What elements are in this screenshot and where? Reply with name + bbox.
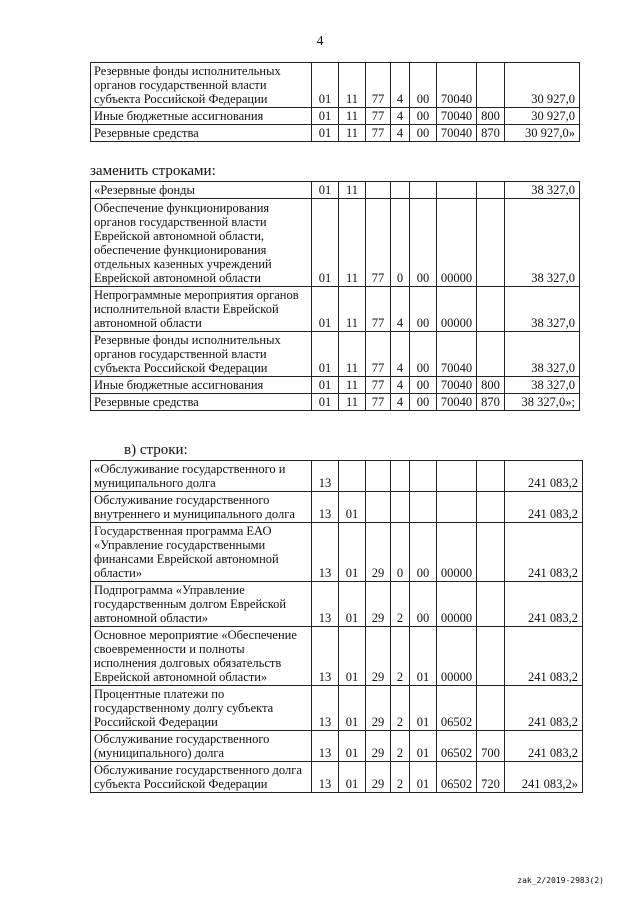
table-row — [91, 582, 583, 627]
program-code: 77 — [366, 125, 391, 142]
program-code — [366, 461, 391, 492]
direction-code: 70040 — [437, 108, 477, 125]
direction-code: 00000 — [437, 523, 477, 582]
section-code: 13 — [312, 731, 339, 762]
amount-value: 38 327,0 — [505, 332, 580, 377]
subsection-code: 11 — [339, 199, 366, 287]
expense-type-code: 800 — [477, 377, 505, 394]
event-code: 00 — [410, 63, 437, 108]
row-name: Процентные платежи по государственному долгу субъекта Российской Федерации — [91, 686, 312, 731]
expense-type-code: 720 — [477, 762, 505, 793]
expense-type-code — [477, 492, 505, 523]
section-code: 13 — [312, 686, 339, 731]
direction-code: 06502 — [437, 731, 477, 762]
table-row — [91, 686, 583, 731]
expense-type-code — [477, 461, 505, 492]
direction-code: 00000 — [437, 582, 477, 627]
amount-value: 30 927,0 — [505, 108, 580, 125]
direction-code: 00000 — [437, 199, 477, 287]
subprogram-code: 2 — [391, 582, 410, 627]
amount-value: 241 083,2 — [505, 731, 583, 762]
amount-value: 241 083,2 — [505, 582, 583, 627]
amount-value: 38 327,0»; — [505, 394, 580, 411]
amount-value: 38 327,0 — [505, 199, 580, 287]
expense-type-code: 870 — [477, 394, 505, 411]
table-row — [91, 523, 583, 582]
subsection-code: 11 — [339, 182, 366, 199]
event-code: 00 — [410, 287, 437, 332]
subsection-code: 01 — [339, 627, 366, 686]
event-code — [410, 461, 437, 492]
subprogram-code: 4 — [391, 63, 410, 108]
subsection-code: 11 — [339, 108, 366, 125]
expense-type-code — [477, 523, 505, 582]
amount-value: 241 083,2 — [505, 461, 583, 492]
section-code: 13 — [312, 492, 339, 523]
section-code: 01 — [312, 125, 339, 142]
event-code: 00 — [410, 377, 437, 394]
subsection-code: 11 — [339, 377, 366, 394]
subprogram-code: 4 — [391, 108, 410, 125]
subprogram-code: 4 — [391, 125, 410, 142]
amount-value: 241 083,2 — [505, 627, 583, 686]
program-code — [366, 182, 391, 199]
section-code: 13 — [312, 461, 339, 492]
direction-code: 70040 — [437, 332, 477, 377]
row-name: Государственная программа ЕАО «Управление государственными финансами Еврейской автономной области» — [91, 523, 312, 582]
table-row — [91, 287, 580, 332]
document-code: zak_2/2019-2983(2) — [517, 876, 604, 885]
event-code: 01 — [410, 762, 437, 793]
subprogram-code: 4 — [391, 332, 410, 377]
table-row — [91, 125, 580, 142]
subsection-code: 11 — [339, 332, 366, 377]
expense-type-code — [477, 287, 505, 332]
subprogram-code: 2 — [391, 762, 410, 793]
program-code: 29 — [366, 582, 391, 627]
direction-code — [437, 461, 477, 492]
direction-code: 06502 — [437, 762, 477, 793]
section-code: 01 — [312, 182, 339, 199]
row-name: Обслуживание государственного (муниципального) долга — [91, 731, 312, 762]
event-code: 00 — [410, 125, 437, 142]
program-code: 77 — [366, 394, 391, 411]
program-code: 77 — [366, 332, 391, 377]
expense-type-code — [477, 627, 505, 686]
event-code: 00 — [410, 199, 437, 287]
direction-code: 70040 — [437, 394, 477, 411]
table-row — [91, 377, 580, 394]
row-name: Резервные фонды исполнительных органов государственной власти субъекта Российской Федерации — [91, 63, 312, 108]
row-name: Иные бюджетные ассигнования — [91, 108, 312, 125]
section-code: 01 — [312, 287, 339, 332]
subprogram-code: 2 — [391, 686, 410, 731]
table-row — [91, 394, 580, 411]
section-code: 13 — [312, 582, 339, 627]
event-code: 00 — [410, 582, 437, 627]
subprogram-code — [391, 461, 410, 492]
row-name: Иные бюджетные ассигнования — [91, 377, 312, 394]
amount-value: 30 927,0» — [505, 125, 580, 142]
expense-type-code: 800 — [477, 108, 505, 125]
page-number: 4 — [316, 34, 324, 49]
direction-code — [437, 492, 477, 523]
program-code: 29 — [366, 627, 391, 686]
table-row — [91, 461, 583, 492]
subprogram-code: 2 — [391, 731, 410, 762]
program-code: 77 — [366, 287, 391, 332]
table-row — [91, 332, 580, 377]
direction-code: 70040 — [437, 377, 477, 394]
event-code — [410, 492, 437, 523]
program-code: 77 — [366, 63, 391, 108]
expense-type-code — [477, 63, 505, 108]
table-row — [91, 182, 580, 199]
subsection-code: 11 — [339, 63, 366, 108]
table-row — [91, 731, 583, 762]
event-code: 01 — [410, 731, 437, 762]
table-row — [91, 199, 580, 287]
amount-value: 30 927,0 — [505, 63, 580, 108]
section-code: 01 — [312, 377, 339, 394]
section-code: 01 — [312, 199, 339, 287]
row-name: Подпрограмма «Управление государственным долгом Еврейской автономной области» — [91, 582, 312, 627]
direction-code: 70040 — [437, 63, 477, 108]
replace-with-rows-heading: заменить строками: — [90, 163, 216, 179]
amount-value: 38 327,0 — [505, 287, 580, 332]
subprogram-code: 0 — [391, 199, 410, 287]
subprogram-code: 4 — [391, 394, 410, 411]
event-code: 00 — [410, 108, 437, 125]
table-row — [91, 492, 583, 523]
program-code: 29 — [366, 523, 391, 582]
program-code — [366, 492, 391, 523]
direction-code — [437, 182, 477, 199]
subsection-code: 11 — [339, 287, 366, 332]
event-code: 01 — [410, 686, 437, 731]
subprogram-code — [391, 492, 410, 523]
expense-type-code: 870 — [477, 125, 505, 142]
direction-code: 00000 — [437, 627, 477, 686]
budget-table-replacement — [90, 181, 580, 411]
event-code: 00 — [410, 523, 437, 582]
subprogram-code: 4 — [391, 377, 410, 394]
row-name: Непрограммные мероприятия органов исполнительной власти Еврейской автономной области — [91, 287, 312, 332]
amount-value: 241 083,2 — [505, 492, 583, 523]
program-code: 29 — [366, 762, 391, 793]
direction-code: 70040 — [437, 125, 477, 142]
row-name: Резервные средства — [91, 394, 312, 411]
subprogram-code: 0 — [391, 523, 410, 582]
amount-value: 241 083,2 — [505, 523, 583, 582]
subsection-code: 01 — [339, 582, 366, 627]
program-code: 77 — [366, 199, 391, 287]
section-v-rows-heading: в) строки: — [124, 442, 188, 458]
program-code: 29 — [366, 731, 391, 762]
expense-type-code — [477, 199, 505, 287]
section-code: 01 — [312, 394, 339, 411]
subsection-code: 01 — [339, 523, 366, 582]
subsection-code — [339, 461, 366, 492]
subprogram-code: 4 — [391, 287, 410, 332]
direction-code: 00000 — [437, 287, 477, 332]
subprogram-code — [391, 182, 410, 199]
subsection-code: 11 — [339, 125, 366, 142]
table-row — [91, 627, 583, 686]
table-row — [91, 762, 583, 793]
expense-type-code — [477, 182, 505, 199]
event-code — [410, 182, 437, 199]
expense-type-code: 700 — [477, 731, 505, 762]
section-code: 13 — [312, 523, 339, 582]
amount-value: 38 327,0 — [505, 182, 580, 199]
expense-type-code — [477, 332, 505, 377]
direction-code: 06502 — [437, 686, 477, 731]
row-name: Обслуживание государственного внутреннего и муниципального долга — [91, 492, 312, 523]
event-code: 00 — [410, 394, 437, 411]
row-name: Обслуживание государственного долга субъекта Российской Федерации — [91, 762, 312, 793]
event-code: 00 — [410, 332, 437, 377]
expense-type-code — [477, 686, 505, 731]
section-code: 01 — [312, 63, 339, 108]
row-name: Резервные фонды исполнительных органов государственной власти субъекта Российской Федерации — [91, 332, 312, 377]
program-code: 77 — [366, 377, 391, 394]
amount-value: 241 083,2» — [505, 762, 583, 793]
subsection-code: 11 — [339, 394, 366, 411]
budget-table-original — [90, 62, 580, 142]
event-code: 01 — [410, 627, 437, 686]
section-code: 01 — [312, 108, 339, 125]
row-name: «Обслуживание государственного и муниципального долга — [91, 461, 312, 492]
row-name: Основное мероприятие «Обеспечение своевременности и полноты исполнения долговых обязательств Еврейской автономной области» — [91, 627, 312, 686]
debt-service-table — [90, 460, 583, 793]
table-row — [91, 63, 580, 108]
subprogram-code: 2 — [391, 627, 410, 686]
expense-type-code — [477, 582, 505, 627]
section-code: 13 — [312, 762, 339, 793]
subsection-code: 01 — [339, 731, 366, 762]
section-code: 01 — [312, 332, 339, 377]
row-name: «Резервные фонды — [91, 182, 312, 199]
program-code: 77 — [366, 108, 391, 125]
subsection-code: 01 — [339, 686, 366, 731]
program-code: 29 — [366, 686, 391, 731]
subsection-code: 01 — [339, 492, 366, 523]
section-code: 13 — [312, 627, 339, 686]
table-row — [91, 108, 580, 125]
amount-value: 241 083,2 — [505, 686, 583, 731]
amount-value: 38 327,0 — [505, 377, 580, 394]
row-name: Обеспечение функционирования органов государственной власти Еврейской автономной области, обеспечение функционирования отдельных казенных учреждений Еврейской автономной области — [91, 199, 312, 287]
row-name: Резервные средства — [91, 125, 312, 142]
subsection-code: 01 — [339, 762, 366, 793]
